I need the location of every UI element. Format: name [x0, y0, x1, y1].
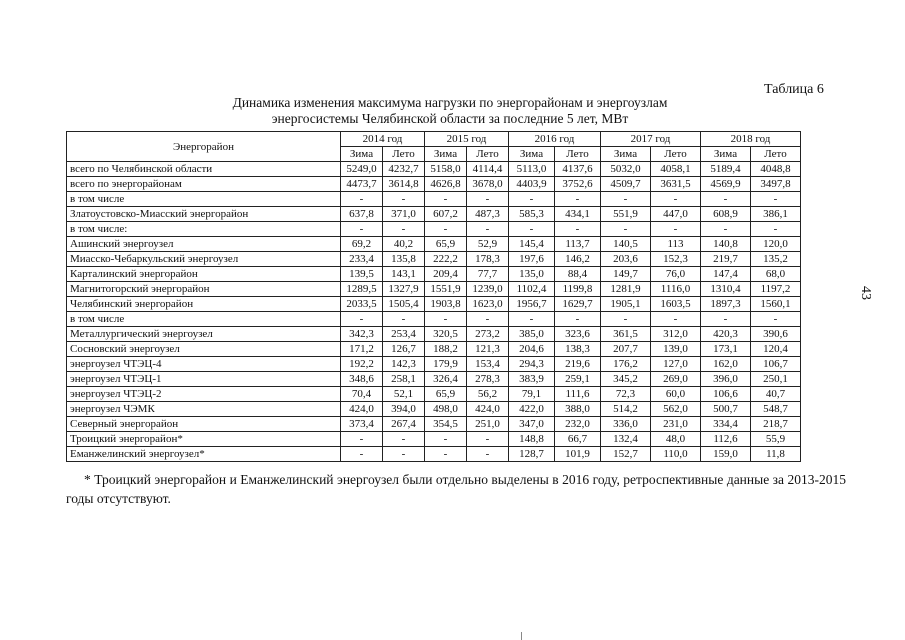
load-value: 209,4 [425, 267, 467, 282]
load-value: 1289,5 [341, 282, 383, 297]
table-row [67, 237, 801, 252]
header-season: Зима [601, 147, 651, 162]
load-value: 637,8 [341, 207, 383, 222]
load-value: 4509,7 [601, 177, 651, 192]
load-value: 140,8 [701, 237, 751, 252]
table-row [67, 357, 801, 372]
load-value: 152,3 [651, 252, 701, 267]
load-value: 56,2 [467, 387, 509, 402]
load-value: 250,1 [751, 372, 801, 387]
load-value: 361,5 [601, 327, 651, 342]
region-name: всего по энергорайонам [67, 177, 341, 192]
load-value: 498,0 [425, 402, 467, 417]
load-value: 312,0 [651, 327, 701, 342]
table-row [67, 327, 801, 342]
load-value: 11,8 [751, 447, 801, 462]
load-value: 385,0 [509, 327, 555, 342]
load-value: 5249,0 [341, 162, 383, 177]
region-name: Еманжелинский энергоузел* [67, 447, 341, 462]
region-name: энергоузел ЧТЭЦ-2 [67, 387, 341, 402]
region-name: в том числе [67, 312, 341, 327]
load-table [66, 131, 801, 462]
load-value: 139,5 [341, 267, 383, 282]
load-value: 1623,0 [467, 297, 509, 312]
load-value: 203,6 [601, 252, 651, 267]
region-name: всего по Челябинской области [67, 162, 341, 177]
load-value: 153,4 [467, 357, 509, 372]
load-value: - [467, 222, 509, 237]
table-row [67, 207, 801, 222]
load-value: - [425, 222, 467, 237]
load-value: 143,1 [383, 267, 425, 282]
load-value: - [509, 222, 555, 237]
table-row [67, 417, 801, 432]
load-value: 128,7 [509, 447, 555, 462]
load-value: 142,3 [383, 357, 425, 372]
load-value: - [341, 222, 383, 237]
load-value: 140,5 [601, 237, 651, 252]
header-year: 2017 год [601, 132, 701, 147]
load-value: 148,8 [509, 432, 555, 447]
load-value: 232,0 [555, 417, 601, 432]
load-value: 162,0 [701, 357, 751, 372]
load-value: 320,5 [425, 327, 467, 342]
load-value: 52,9 [467, 237, 509, 252]
load-value: 1239,0 [467, 282, 509, 297]
load-value: 1603,5 [651, 297, 701, 312]
load-value: 69,2 [341, 237, 383, 252]
header-season: Лето [555, 147, 601, 162]
load-value: - [467, 192, 509, 207]
load-value: 52,1 [383, 387, 425, 402]
load-value: 139,0 [651, 342, 701, 357]
load-value: 500,7 [701, 402, 751, 417]
load-value: 1102,4 [509, 282, 555, 297]
load-value: 1310,4 [701, 282, 751, 297]
load-value: 487,3 [467, 207, 509, 222]
load-value: - [425, 192, 467, 207]
load-value: - [651, 192, 701, 207]
load-value: - [341, 312, 383, 327]
footnote: * Троицкий энергорайон и Еманжелинский энергоузел были отдельно выделены в 2016 году, ретроспективные данные за 2013-2015 годы отсутствуют. [66, 472, 846, 506]
load-value: - [383, 192, 425, 207]
load-value: 70,4 [341, 387, 383, 402]
header-year: 2015 год [425, 132, 509, 147]
load-value: - [341, 192, 383, 207]
load-value: 147,4 [701, 267, 751, 282]
load-value: 294,3 [509, 357, 555, 372]
load-value: 422,0 [509, 402, 555, 417]
load-value: 3752,6 [555, 177, 601, 192]
load-value: 106,6 [701, 387, 751, 402]
header-season: Зима [341, 147, 383, 162]
load-value: 132,4 [601, 432, 651, 447]
load-value: - [751, 312, 801, 327]
table-label: Таблица 6 [764, 82, 824, 97]
load-value: 1956,7 [509, 297, 555, 312]
region-name: Карталинский энергорайон [67, 267, 341, 282]
load-value: 5158,0 [425, 162, 467, 177]
load-value: 149,7 [601, 267, 651, 282]
load-value: 192,2 [341, 357, 383, 372]
load-value: 60,0 [651, 387, 701, 402]
load-value: - [383, 447, 425, 462]
load-value: - [601, 312, 651, 327]
load-value: 121,3 [467, 342, 509, 357]
header-season: Зима [701, 147, 751, 162]
load-value: 219,7 [701, 252, 751, 267]
header-row-years [67, 132, 801, 147]
load-value: - [601, 222, 651, 237]
load-value: - [509, 312, 555, 327]
load-value: 113,7 [555, 237, 601, 252]
load-value: 179,9 [425, 357, 467, 372]
load-value: - [467, 432, 509, 447]
load-value: 77,7 [467, 267, 509, 282]
load-value: 207,7 [601, 342, 651, 357]
table-row [67, 162, 801, 177]
load-value: 4473,7 [341, 177, 383, 192]
table-row [67, 222, 801, 237]
load-value: 188,2 [425, 342, 467, 357]
table-row [67, 267, 801, 282]
load-value: 388,0 [555, 402, 601, 417]
load-value: 420,3 [701, 327, 751, 342]
load-value: 4048,8 [751, 162, 801, 177]
load-value: - [341, 432, 383, 447]
load-value: 159,0 [701, 447, 751, 462]
load-value: 1629,7 [555, 297, 601, 312]
load-value: - [425, 432, 467, 447]
title-line-1: Динамика изменения максимума нагрузки по энергорайонам и энергоузлам [232, 95, 668, 110]
load-value: 219,6 [555, 357, 601, 372]
load-value: 1116,0 [651, 282, 701, 297]
load-value: - [383, 222, 425, 237]
load-value: 447,0 [651, 207, 701, 222]
load-value: - [701, 192, 751, 207]
header-year: 2018 год [701, 132, 801, 147]
region-name: Сосновский энергоузел [67, 342, 341, 357]
load-value: 1327,9 [383, 282, 425, 297]
header-year: 2016 год [509, 132, 601, 147]
region-name: в том числе [67, 192, 341, 207]
load-value: 126,7 [383, 342, 425, 357]
table-row [67, 252, 801, 267]
table-row [67, 387, 801, 402]
load-value: 48,0 [651, 432, 701, 447]
load-value: 5032,0 [601, 162, 651, 177]
scan-mark [521, 632, 522, 640]
load-value: 1560,1 [751, 297, 801, 312]
load-value: 585,3 [509, 207, 555, 222]
header-season: Лето [467, 147, 509, 162]
region-name: Северный энергорайон [67, 417, 341, 432]
load-value: 1199,8 [555, 282, 601, 297]
load-value: 1197,2 [751, 282, 801, 297]
load-value: 76,0 [651, 267, 701, 282]
load-value: 55,9 [751, 432, 801, 447]
load-value: 120,4 [751, 342, 801, 357]
table-title [190, 95, 710, 127]
load-value: 101,9 [555, 447, 601, 462]
load-value: 176,2 [601, 357, 651, 372]
load-value: 72,3 [601, 387, 651, 402]
load-value: - [701, 222, 751, 237]
load-value: 3678,0 [467, 177, 509, 192]
header-season: Лето [651, 147, 701, 162]
load-value: 178,3 [467, 252, 509, 267]
load-value: 138,3 [555, 342, 601, 357]
load-value: 110,0 [651, 447, 701, 462]
load-value: 326,4 [425, 372, 467, 387]
load-value: 1281,9 [601, 282, 651, 297]
load-value: 171,2 [341, 342, 383, 357]
header-season: Зима [425, 147, 467, 162]
load-value: 222,2 [425, 252, 467, 267]
load-value: - [555, 192, 601, 207]
load-value: 347,0 [509, 417, 555, 432]
header-season: Зима [509, 147, 555, 162]
load-value: - [467, 447, 509, 462]
load-value: 434,1 [555, 207, 601, 222]
load-value: 551,9 [601, 207, 651, 222]
load-value: - [651, 222, 701, 237]
load-value: 204,6 [509, 342, 555, 357]
title-line-2: энергосистемы Челябинской области за последние 5 лет, МВт [271, 111, 629, 126]
load-value: 127,0 [651, 357, 701, 372]
region-name: энергоузел ЧТЭЦ-1 [67, 372, 341, 387]
load-value: 152,7 [601, 447, 651, 462]
load-value: 111,6 [555, 387, 601, 402]
load-value: 40,7 [751, 387, 801, 402]
load-value: 424,0 [467, 402, 509, 417]
load-value: 273,2 [467, 327, 509, 342]
table-row [67, 432, 801, 447]
load-value: 106,7 [751, 357, 801, 372]
load-value: 66,7 [555, 432, 601, 447]
load-value: 79,1 [509, 387, 555, 402]
load-value: 1905,1 [601, 297, 651, 312]
table-row [67, 372, 801, 387]
load-value: 1897,3 [701, 297, 751, 312]
load-value: 4137,6 [555, 162, 601, 177]
load-value: 354,5 [425, 417, 467, 432]
load-value: 514,2 [601, 402, 651, 417]
table-row [67, 297, 801, 312]
load-value: 1903,8 [425, 297, 467, 312]
load-value: 135,8 [383, 252, 425, 267]
load-value: 4403,9 [509, 177, 555, 192]
region-name: энергоузел ЧТЭЦ-4 [67, 357, 341, 372]
load-value: 3614,8 [383, 177, 425, 192]
load-value: 334,4 [701, 417, 751, 432]
region-name: энергоузел ЧЭМК [67, 402, 341, 417]
table-row [67, 402, 801, 417]
load-value: 4058,1 [651, 162, 701, 177]
load-value: 267,4 [383, 417, 425, 432]
load-value: 424,0 [341, 402, 383, 417]
load-value: 88,4 [555, 267, 601, 282]
load-value: 68,0 [751, 267, 801, 282]
load-value: - [701, 312, 751, 327]
load-value: 342,3 [341, 327, 383, 342]
load-value: 386,1 [751, 207, 801, 222]
load-value: 65,9 [425, 237, 467, 252]
load-value: - [425, 447, 467, 462]
load-value: 390,6 [751, 327, 801, 342]
load-value: 336,0 [601, 417, 651, 432]
region-name: Троицкий энергорайон* [67, 432, 341, 447]
table-row [67, 282, 801, 297]
load-value: - [651, 312, 701, 327]
region-name: Магнитогорский энергорайон [67, 282, 341, 297]
header-season: Лето [383, 147, 425, 162]
table-row [67, 312, 801, 327]
load-value: - [383, 432, 425, 447]
load-value: 231,0 [651, 417, 701, 432]
load-value: 608,9 [701, 207, 751, 222]
load-value: 251,0 [467, 417, 509, 432]
load-value: 145,4 [509, 237, 555, 252]
region-name: Ашинский энергоузел [67, 237, 341, 252]
load-value: 233,4 [341, 252, 383, 267]
load-value: - [341, 447, 383, 462]
load-value: - [601, 192, 651, 207]
table-row [67, 447, 801, 462]
load-value: 562,0 [651, 402, 701, 417]
load-value: 269,0 [651, 372, 701, 387]
load-value: 146,2 [555, 252, 601, 267]
region-name: Металлургический энергоузел [67, 327, 341, 342]
load-value: 548,7 [751, 402, 801, 417]
load-value: 40,2 [383, 237, 425, 252]
load-value: 258,1 [383, 372, 425, 387]
load-value: 3497,8 [751, 177, 801, 192]
load-value: 345,2 [601, 372, 651, 387]
table-row [67, 192, 801, 207]
load-value: 4232,7 [383, 162, 425, 177]
load-value: 113 [651, 237, 701, 252]
load-value: 65,9 [425, 387, 467, 402]
load-value: 373,4 [341, 417, 383, 432]
load-value: - [425, 312, 467, 327]
load-value: 348,6 [341, 372, 383, 387]
load-value: 253,4 [383, 327, 425, 342]
load-value: 173,1 [701, 342, 751, 357]
load-value: 120,0 [751, 237, 801, 252]
table-row [67, 342, 801, 357]
load-value: 1505,4 [383, 297, 425, 312]
load-value: 323,6 [555, 327, 601, 342]
load-value: - [383, 312, 425, 327]
header-season: Лето [751, 147, 801, 162]
region-name: Челябинский энергорайон [67, 297, 341, 312]
load-value: 112,6 [701, 432, 751, 447]
region-name: Златоустовско-Миасский энергорайон [67, 207, 341, 222]
load-value: 5189,4 [701, 162, 751, 177]
table-row [67, 177, 801, 192]
load-value: - [555, 222, 601, 237]
load-value: - [467, 312, 509, 327]
load-value: 383,9 [509, 372, 555, 387]
load-value: - [555, 312, 601, 327]
load-value: - [751, 192, 801, 207]
load-value: 2033,5 [341, 297, 383, 312]
header-year: 2014 год [341, 132, 425, 147]
load-value: 394,0 [383, 402, 425, 417]
load-value: - [751, 222, 801, 237]
load-value: 259,1 [555, 372, 601, 387]
load-value: - [509, 192, 555, 207]
load-value: 5113,0 [509, 162, 555, 177]
header-region: Энергорайон [67, 132, 341, 162]
load-value: 1551,9 [425, 282, 467, 297]
load-value: 4114,4 [467, 162, 509, 177]
load-value: 218,7 [751, 417, 801, 432]
page-number: 43 [858, 286, 873, 300]
load-value: 4569,9 [701, 177, 751, 192]
load-value: 607,2 [425, 207, 467, 222]
load-value: 278,3 [467, 372, 509, 387]
region-name: Миасско-Чебаркульский энергоузел [67, 252, 341, 267]
load-value: 135,0 [509, 267, 555, 282]
load-value: 135,2 [751, 252, 801, 267]
load-value: 3631,5 [651, 177, 701, 192]
load-value: 371,0 [383, 207, 425, 222]
load-value: 396,0 [701, 372, 751, 387]
load-value: 4626,8 [425, 177, 467, 192]
region-name: в том числе: [67, 222, 341, 237]
load-value: 197,6 [509, 252, 555, 267]
